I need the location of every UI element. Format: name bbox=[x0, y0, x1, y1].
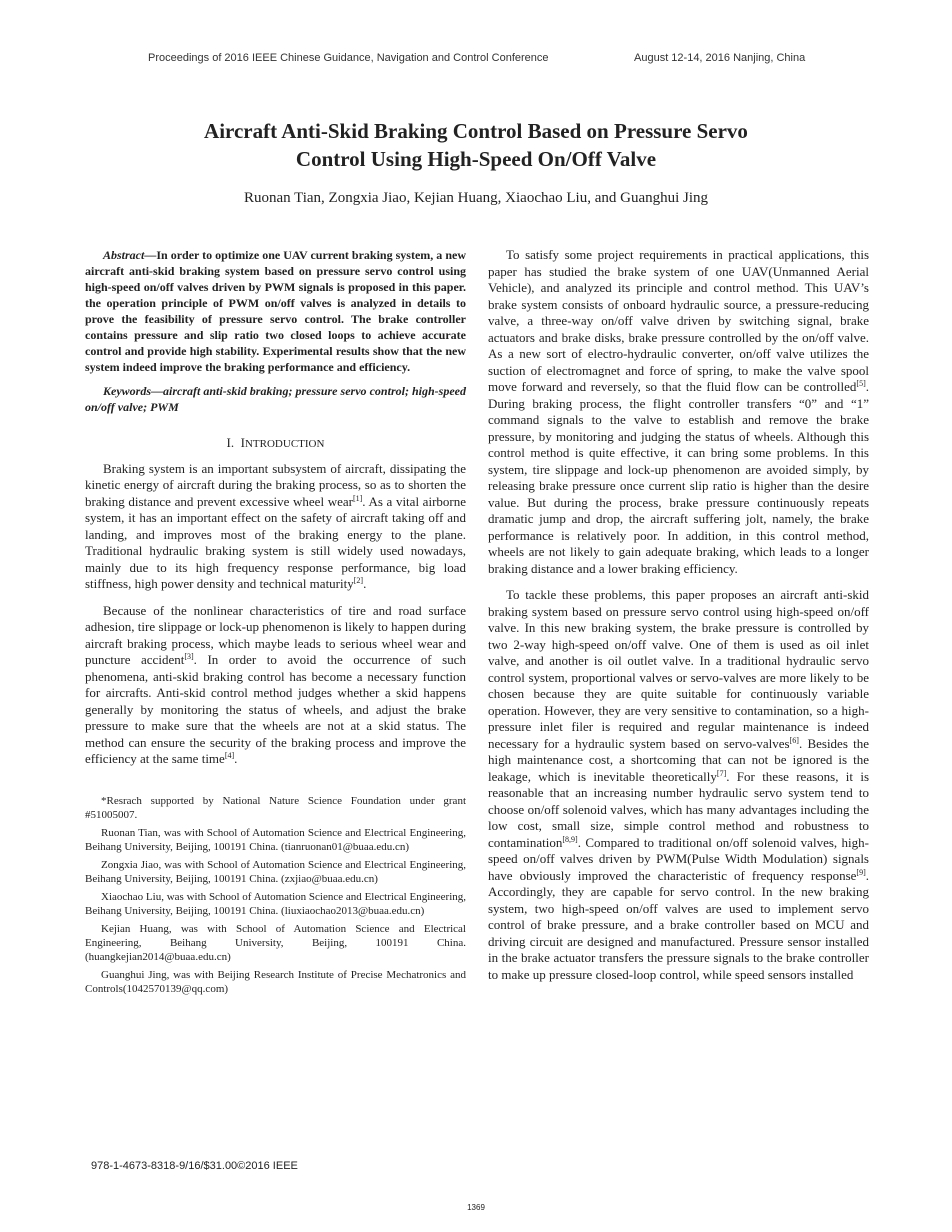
footnote-author: Ruonan Tian, was with School of Automation Science and Electrical Engineering, Beihang University, Beijing, 100191 China. (tianruonan01@buaa.edu.cn) bbox=[85, 826, 466, 853]
conference-header: Proceedings of 2016 IEEE Chinese Guidance, Navigation and Control Conference bbox=[148, 52, 549, 64]
abstract bbox=[85, 247, 466, 375]
citation[interactable]: [3] bbox=[184, 652, 194, 661]
citation[interactable]: [8,9] bbox=[562, 834, 578, 844]
footnotes bbox=[85, 794, 466, 996]
abstract-text: In order to optimize one UAV current braking system, a new aircraft anti-skid braking system based on pressure servo control using high-speed on/off valves driven by PWM signals is proposed in this paper. the operation principle of PWM on/off valves is analyzed in details to prove the feasibility of pressure servo control. The brake controller contains pressure and slip ratio two closed loops to achieve accurate control and provide high stability. Experimental results show that the new system indeed improve the braking performance and efficiency. bbox=[85, 248, 466, 374]
footnote-author: Guanghui Jing, was with Beijing Research Institute of Precise Mechatronics and Controls(1042570139@qq.com) bbox=[85, 968, 466, 995]
left-column bbox=[85, 247, 466, 1000]
paper-title-line-1: Aircraft Anti-Skid Braking Control Based on Pressure Servo bbox=[204, 119, 748, 143]
footnote-funding: *Resrach supported by National Nature Science Foundation under grant #51005007. bbox=[85, 794, 466, 821]
keywords bbox=[85, 383, 466, 415]
intro-paragraph-2: Because of the nonlinear characteristics of tire and road surface adhesion, tire slippage or lock-up phenomenon is likely to happen during aircraft braking process, which maybe leads to serious wheel wear and puncture accident[3]. In order to avoid the occurrence of such phenomena, anti-skid braking control has become a necessary function for aircrafts. Anti-skid control method judges whether a skid happens generally by monitoring the status of wheels, and adjust the brake pressure to make sure that the wheels are not at a skid status. The method can ensure the security of the braking process and improve the efficiency at the same time[4]. bbox=[85, 602, 466, 766]
citation[interactable]: [1] bbox=[352, 493, 363, 503]
keywords-text: aircraft anti-skid braking; pressure servo control; high-speed on/off valve; PWM bbox=[85, 384, 466, 414]
copyright-notice: 978-1-4673-8318-9/16/$31.00©2016 IEEE bbox=[91, 1160, 298, 1172]
intro-paragraph-1: Braking system is an important subsystem of aircraft, dissipating the kinetic energy of aircraft during the braking process, so as to shorten the braking distance and prevent excessive wheel wear[1]. As a vital airborne system, it has an important effect on the safety of aircraft taking off and landing, and improves most of the braking energy to the plane. Traditional hydraulic braking system is still widely used nowadays, mainly due to its high frequency response performance, big load stiffness, high power density and technical maturity[2]. bbox=[85, 460, 466, 591]
keywords-label: Keywords— bbox=[103, 384, 163, 398]
citation[interactable]: [6] bbox=[789, 735, 799, 745]
paper-title-line-2: Control Using High-Speed On/Off Valve bbox=[295, 147, 657, 171]
citation[interactable]: [4] bbox=[224, 751, 235, 760]
section-heading-introduction: I. INTRODUCTION bbox=[226, 435, 325, 450]
intro-paragraph-3: To satisfy some project requirements in practical applications, this paper has studied the brake system of one UAV(Unmanned Aerial Vehicle), and analyzed its principle and control method. This UAV’s brake system consists of onboard hydraulic source, a pressure-reducing valve, a three-way on/off valve driven by switching signal, brake actuators and brake disks, brake pressure controlled by the on/off valve. As a new sort of electro-hydraulic converter, on/off valve utilizes the suction of electromagnet and force of spring, to make the valve spool move forward and reversely, so that the fluid flow can be controlled[5]. During braking process, the flight controller transfers “0” and “1” command signals to the valve to establish and remove the brake pressure, by monitoring and judging the status of wheels. Although this control method is quite effective, it can bring some problems. In this system, tire slippage and lock-up phenomenon are avoided simply, by releasing brake pressure once current slip ratio is higher than the desire value. But during the process, brake pressure continuously repeats dramatic jump and drop, the aircraft suffering jolt, namely, the brake performance is relatively poor. In addition, in this control method, wheels are not likely to gain adequate braking, which leads to a longer braking distance and a lower braking efficiency. bbox=[488, 247, 869, 576]
page-number: 1369 bbox=[467, 1203, 485, 1212]
citation[interactable]: [2] bbox=[353, 576, 364, 585]
abstract-label: Abstract— bbox=[103, 248, 157, 262]
conference-date-location: August 12-14, 2016 Nanjing, China bbox=[634, 52, 806, 64]
citation[interactable]: [7] bbox=[716, 768, 727, 778]
author-list: Ruonan Tian, Zongxia Jiao, Kejian Huang, Xiaochao Liu, and Guanghui Jing bbox=[243, 190, 709, 206]
citation[interactable]: [9] bbox=[856, 867, 866, 877]
right-column bbox=[488, 247, 869, 993]
footnote-author: Zongxia Jiao, was with School of Automation Science and Electrical Engineering, Beihang University, Beijing, 100191 China. (zxjiao@buaa.edu.cn) bbox=[85, 858, 466, 885]
footnote-author: Xiaochao Liu, was with School of Automation Science and Electrical Engineering, Beihang University, Beijing, 100191 China. (liuxiaochao2013@buaa.edu.cn) bbox=[85, 890, 466, 917]
intro-paragraph-4: To tackle these problems, this paper proposes an aircraft anti-skid braking system based on pressure servo control using high-speed on/off valve. In this new braking system, the brake pressure is controlled by two 2-way high-speed on/off valve. One of them is used as oil inlet valve, and another is oil outlet valve. In a traditional hydraulic servo control system, proportional valves or servo-valves are more likely to be chosen because they are quite suitable for continuously variable operation. However, they are very sensitive to contamination, so a high-pressure inlet filer is required and regular maintenance is indeed necessary for a hydraulic system based on servo-valves[6]. Besides the high maintenance cost, a shortcoming that can not be ignored is the leakage, which is inevitable theoretically[7]. For these reasons, it is reasonable that an increasing number hydraulic servo system tend to choose on/off solenoid valves, which has many advantages including the low cost, small size, simple control method and robustness to contamination[8,9]. Compared to traditional on/off solenoid valves, high-speed on/off valves driven by PWM(Pulse Width Modulation) signals have obviously improved the characteristic of frequency response[9]. Accordingly, they are capable for servo control. In the new braking system, two high-speed on/off valves are used to implement servo control of brake pressure, and a brake controller based on MCU and driving circuit are designed and manufactured. Pressure sensor installed in the brake actuator transfers the pressure signals to the brake controller to make up pressure closed-loop control, while speed sensors installed bbox=[488, 587, 870, 982]
footnote-author: Kejian Huang, was with School of Automation Science and Electrical Engineering, Beihang University, Beijing, 100191 China. (huangkejian2014@buaa.edu.cn) bbox=[85, 922, 466, 963]
citation[interactable]: [5] bbox=[856, 379, 866, 388]
